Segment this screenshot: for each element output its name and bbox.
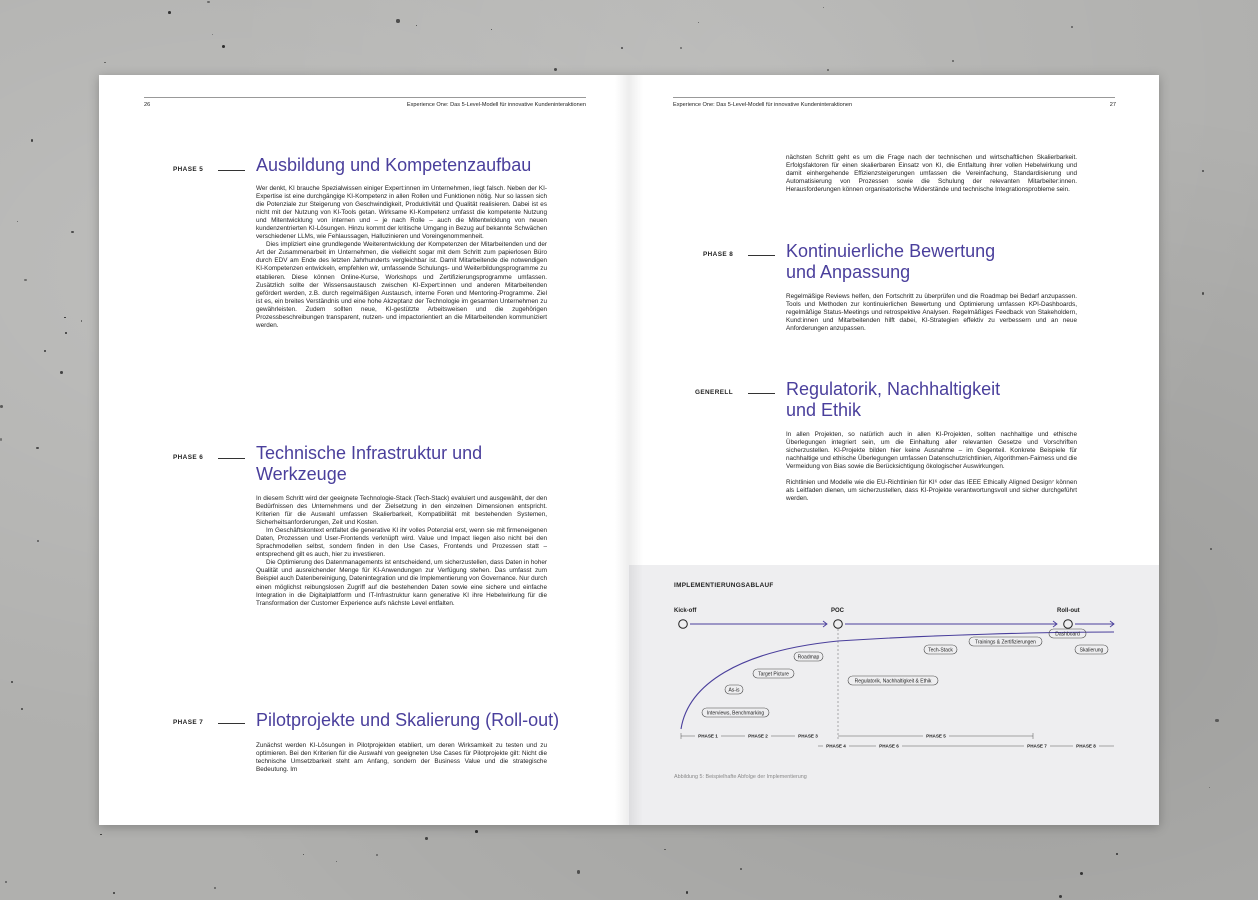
running-header: Experience One: Das 5-Level-Modell für innovative Kundeninteraktionen (406, 102, 586, 108)
header-rule (144, 97, 586, 98)
concrete-pore (212, 34, 213, 35)
section-body (786, 293, 1077, 333)
concrete-pore (491, 29, 492, 30)
concrete-pore (31, 139, 34, 142)
concrete-pore (71, 231, 73, 233)
concrete-pore (44, 350, 45, 351)
milestone-arrows (690, 621, 1114, 627)
phase-label: GENERELL (695, 389, 733, 396)
item-label: Interviews, Benchmarking (706, 710, 765, 717)
running-header: Experience One: Das 5-Level-Modell für innovative Kundeninteraktionen (673, 102, 853, 108)
concrete-pore (475, 830, 478, 833)
item-label: Regulatorik, Nachhaltigkeit & Ethik (854, 678, 932, 685)
continuation-text (786, 154, 1077, 194)
paragraph: In allen Projekten, so natürlich auch in allen KI-Projekten, sollten nachhaltige und ethische Überlegungen integriert sein, um die Einhaltung aller relevanten Gesetze und Vorschriften sicherzustellen. KI-Projekte bilden hier keine Ausnahme – im Gegenteil. Konkrete Beispiele für nachhaltige und ethische Überlegungen umfassen Datenschutzrichtlinien, Algorithmen-Fairness und die Vermeidung von Bias sowie die Berücksichtigung ökologischer Auswirkungen. (786, 431, 1077, 471)
concrete-pore (104, 62, 105, 63)
phase-label: PHASE 8 (703, 251, 734, 258)
phase-rule (218, 170, 245, 171)
item-label: As-is (728, 687, 740, 694)
milestone-rollout-label: Roll-out (1057, 608, 1080, 614)
concrete-pore (207, 1, 210, 4)
paragraph: Dies impliziert eine grundlegende Weiterentwicklung der Kompetenzen der Mitarbeitenden und der Art der Zusammenarbeit im Unternehmen, die vielleicht sogar mit dem Schritt zum papierlosen Büro durch EDV am Ende des letzten Jahrhunderts vergleichbar ist. Damit Mitarbeitende die notwendigen KI-Kompetenzen entwickeln, empfehlen wir, umfassende Schulungs- und Weiterbildungsprogramme zu etablieren. Diese können Online-Kurse, Workshops und Zertifizierungsprogramme umfassen. Zusätzlich sollte der Wissensaustausch zwischen KI-Expert:innen und anderen Mitarbeitenden gefördert werden, z.B. durch regelmäßigen Austausch, interne Foren und Mentoring-Programme. Ziel ist es, ein breites Verständnis und eine hohe Akzeptanz der Technologie im gesamten Unternehmen zu gewährleisten. Zudem sollten neue, KI-gestützte Arbeitsweisen und die zugehörigen Prozessbeschreibungen transparent, nutzen- und impactorientiert an die Mitarbeitenden kommuniziert werden. (256, 241, 547, 329)
concrete-pore (376, 854, 378, 856)
item-label: Skalierung (1079, 647, 1104, 654)
section-body (256, 495, 547, 608)
concrete-pore (0, 405, 3, 408)
concrete-pore (0, 438, 2, 440)
concrete-pore (952, 60, 954, 62)
paragraph: Die Optimierung des Datenmanagements ist entscheidend, um sicherzustellen, dass Daten in hoher Qualität und ausreichender Menge für KI-Anwendungen zur Verfügung stehen. Das umfasst zum Beispiel auch Datenbereinigung, Datenintegration und die Implementierung von Governance. Nur durch einen möglichst reibungslosen Zugriff auf die bestehenden Daten sowie eine sichere und einfache Integration in die Digitalplattform und IT-Infrastruktur kann generative KI ihre Hebelwirkung für die Transformation der Customer Experience aufs nächste Level entfalten. (256, 559, 547, 607)
concrete-pore (1210, 548, 1212, 550)
paragraph: Wer denkt, KI brauche Spezialwissen einiger Expert:innen im Unternehmen, liegt falsch. Neben der KI-Expertise ist eine durchgängige KI-Kompetenz in allen Rollen und Funktionen nötig. Nur so lassen sich die Potenziale zur Steigerung von Geschwindigkeit, Produktivität und Qualität realisieren. Dabei ist es nicht mit der Nutzung von KI-Tools getan. Wirksame KI-Kompetenz umfasst die kompetente Nutzung und Mitentwicklung von internen und – je nach Rolle – auch die Mitentwicklung von neuen kundenzentrierten KI-Lösungen. Hinzu kommt der kritische Umgang in Bezug auf bekannte Schwächen verschiedener LLMs, wie Fehlaussagen, Halluzinieren und Voreingenommenheit. (256, 185, 547, 241)
phase-label: PHASE 5 (173, 166, 204, 173)
timeline-phase-label: PHASE 5 (926, 733, 946, 739)
item-label: Target Picture (758, 671, 789, 678)
concrete-pore (621, 47, 623, 49)
timeline-phase-label: PHASE 2 (748, 733, 768, 739)
concrete-pore (1202, 292, 1204, 294)
concrete-pore (5, 881, 8, 884)
item-label: Roadmap (797, 654, 820, 661)
paragraph: Zunächst werden KI-Lösungen in Pilotprojekten etabliert, um deren Wirksamkeit zu testen und zu optimieren. Bei den Kriterien für die Auswahl von geeigneten Use Cases für Pilotprojekte gilt: Nicht die technische Umsetzbarkeit steht am Anfang, sondern der Business Value und die strategische Bedeutung. Im (256, 742, 547, 774)
page-number: 26 (144, 102, 151, 108)
paragraph: Regelmäßige Reviews helfen, den Fortschritt zu überprüfen und die Roadmap bei Bedarf anzupassen. Tools und Methoden zur kontinuierlichen Bewertung und Optimierung umfassen KPI-Dashboards, regelmäßige Status-Meetings und retrospektive Analysen. Regelmäßiges Feedback von Stakeholdern, Kund:innen und Mitarbeitenden hilft dabei, KI-Strategien effektiv zu verbessern und an neue Anforderungen anzupassen. (786, 293, 1077, 333)
paragraph: nächsten Schritt geht es um die Frage nach der technischen und wirtschaftlichen Skalierbarkeit. Erfolgsfaktoren für einen skalierbaren Einsatz von KI, die Entfaltung ihrer vollen Hebelwirkung und damit einhergehende Effizienzsteigerungen umfassen die Vereinfachung, Standardisierung und Automatisierung von Prozessen sowie die Schulung der relevanten Mitarbeiter:innen. Herausforderungen können organisatorische Widerstände und technische Integrationsprobleme sein. (786, 154, 1077, 194)
item-label: Trainings & Zertifizierungen (975, 639, 1036, 646)
left-page (99, 75, 629, 825)
concrete-pore (64, 317, 66, 319)
paragraph: In diesem Schritt wird der geeignete Technologie-Stack (Tech-Stack) evaluiert und ausgewählt, der den Bedürfnissen des Unternehmens und der Zielsetzung in den einzelnen Dimensionen entspricht. Kriterien für die Auswahl umfassen Skalierbarkeit, Kompatibilität mit bestehenden Systemen, Sicherheitsanforderungen, Zeit und Kosten. (256, 495, 547, 527)
concrete-pore (60, 371, 63, 374)
phase-rule (748, 393, 775, 394)
item-label: Dashboard (1055, 631, 1080, 638)
concrete-pore (554, 68, 557, 71)
concrete-pore (81, 320, 83, 322)
concrete-pore (65, 332, 67, 334)
page-number: 27 (1109, 102, 1116, 108)
concrete-pore (36, 447, 38, 449)
concrete-pore (823, 7, 824, 8)
header-rule (673, 97, 1115, 98)
phase-label: PHASE 7 (173, 719, 204, 726)
section-body (256, 185, 547, 330)
concrete-pore (303, 854, 305, 856)
timeline-phase-label: PHASE 8 (1076, 743, 1096, 749)
phase-label: PHASE 6 (173, 454, 204, 461)
concrete-pore (21, 708, 23, 710)
concrete-pore (17, 221, 18, 222)
concrete-pore (168, 11, 171, 14)
concrete-pore (577, 870, 580, 873)
section-heading: Kontinuierliche Bewertung und Anpassung (786, 241, 996, 282)
concrete-pore (680, 47, 682, 49)
timeline-phase-label: PHASE 6 (879, 743, 899, 749)
concrete-pore (113, 892, 115, 894)
concrete-pore (1209, 787, 1210, 788)
timeline-phase-label: PHASE 4 (826, 743, 846, 749)
implementation-diagram (628, 565, 1159, 825)
diagram-title: IMPLEMENTIERUNGSABLAUF (674, 582, 774, 589)
diagram-caption: Abbildung 5: Beispielhafte Abfolge der Implementierung (674, 774, 807, 780)
concrete-pore (827, 69, 829, 71)
timeline-phase-label: PHASE 3 (798, 733, 818, 739)
milestone-rollout-marker (1064, 620, 1073, 629)
milestone-kickoff-label: Kick-off (674, 608, 697, 614)
section-body (256, 742, 547, 774)
concrete-pore (1059, 895, 1062, 898)
concrete-pore (222, 45, 225, 48)
concrete-pore (664, 849, 665, 850)
concrete-pore (396, 19, 399, 22)
concrete-pore (698, 22, 700, 24)
section-heading: Technische Infrastruktur und Werkzeuge (256, 443, 483, 484)
milestone-poc-label: POC (831, 608, 845, 614)
concrete-pore (1202, 170, 1204, 172)
paragraph: Im Geschäftskontext entfaltet die generative KI ihr volles Potenzial erst, wenn sie mit firmeneigenen Daten, Prozessen und User-Frontends verknüpft wird. Value und Impact liegen also nicht bei den Sprachmodellen selbst, sondern finden in den Use Cases, Frontends und Prozessen statt – entsprechend gilt es auch, hier zu investieren. (256, 527, 547, 559)
concrete-pore (1080, 872, 1083, 875)
diagram-svg (628, 565, 1159, 825)
concrete-pore (11, 681, 13, 683)
concrete-pore (214, 887, 216, 889)
diagram-items (702, 629, 1108, 717)
concrete-pore (686, 891, 689, 894)
concrete-pore (1116, 853, 1118, 855)
concrete-pore (336, 861, 337, 862)
milestone-poc-marker (834, 620, 843, 629)
section-heading: Pilotprojekte und Skalierung (Roll-out) (256, 710, 560, 730)
section-heading: Ausbildung und Kompetenzaufbau (256, 155, 532, 175)
item-label: Tech-Stack (928, 647, 953, 654)
phase-rule (218, 458, 245, 459)
milestone-kickoff-marker (679, 620, 688, 629)
concrete-pore (1215, 719, 1218, 722)
concrete-pore (37, 540, 39, 542)
concrete-pore (1071, 26, 1073, 28)
concrete-pore (416, 25, 417, 26)
concrete-pore (740, 868, 742, 870)
phase-rule (218, 723, 245, 724)
timeline-phase-label: PHASE 1 (698, 733, 718, 739)
section-heading: Regulatorik, Nachhaltigkeit und Ethik (786, 379, 1001, 420)
paragraph: Richtlinien und Modelle wie die EU-Richtlinien für KI⁶ oder das IEEE Ethically Aligned Design⁷ können als Leitfaden dienen, um sicherzustellen, dass KI-Projekte verantwortungsvoll und sicher durchgeführt werden. (786, 479, 1077, 503)
phase-rule (748, 255, 775, 256)
section-body (786, 431, 1077, 503)
concrete-pore (24, 279, 27, 282)
concrete-pore (100, 834, 102, 836)
timeline-phase-label: PHASE 7 (1027, 743, 1047, 749)
concrete-pore (425, 837, 428, 840)
book-spread (99, 75, 1159, 825)
